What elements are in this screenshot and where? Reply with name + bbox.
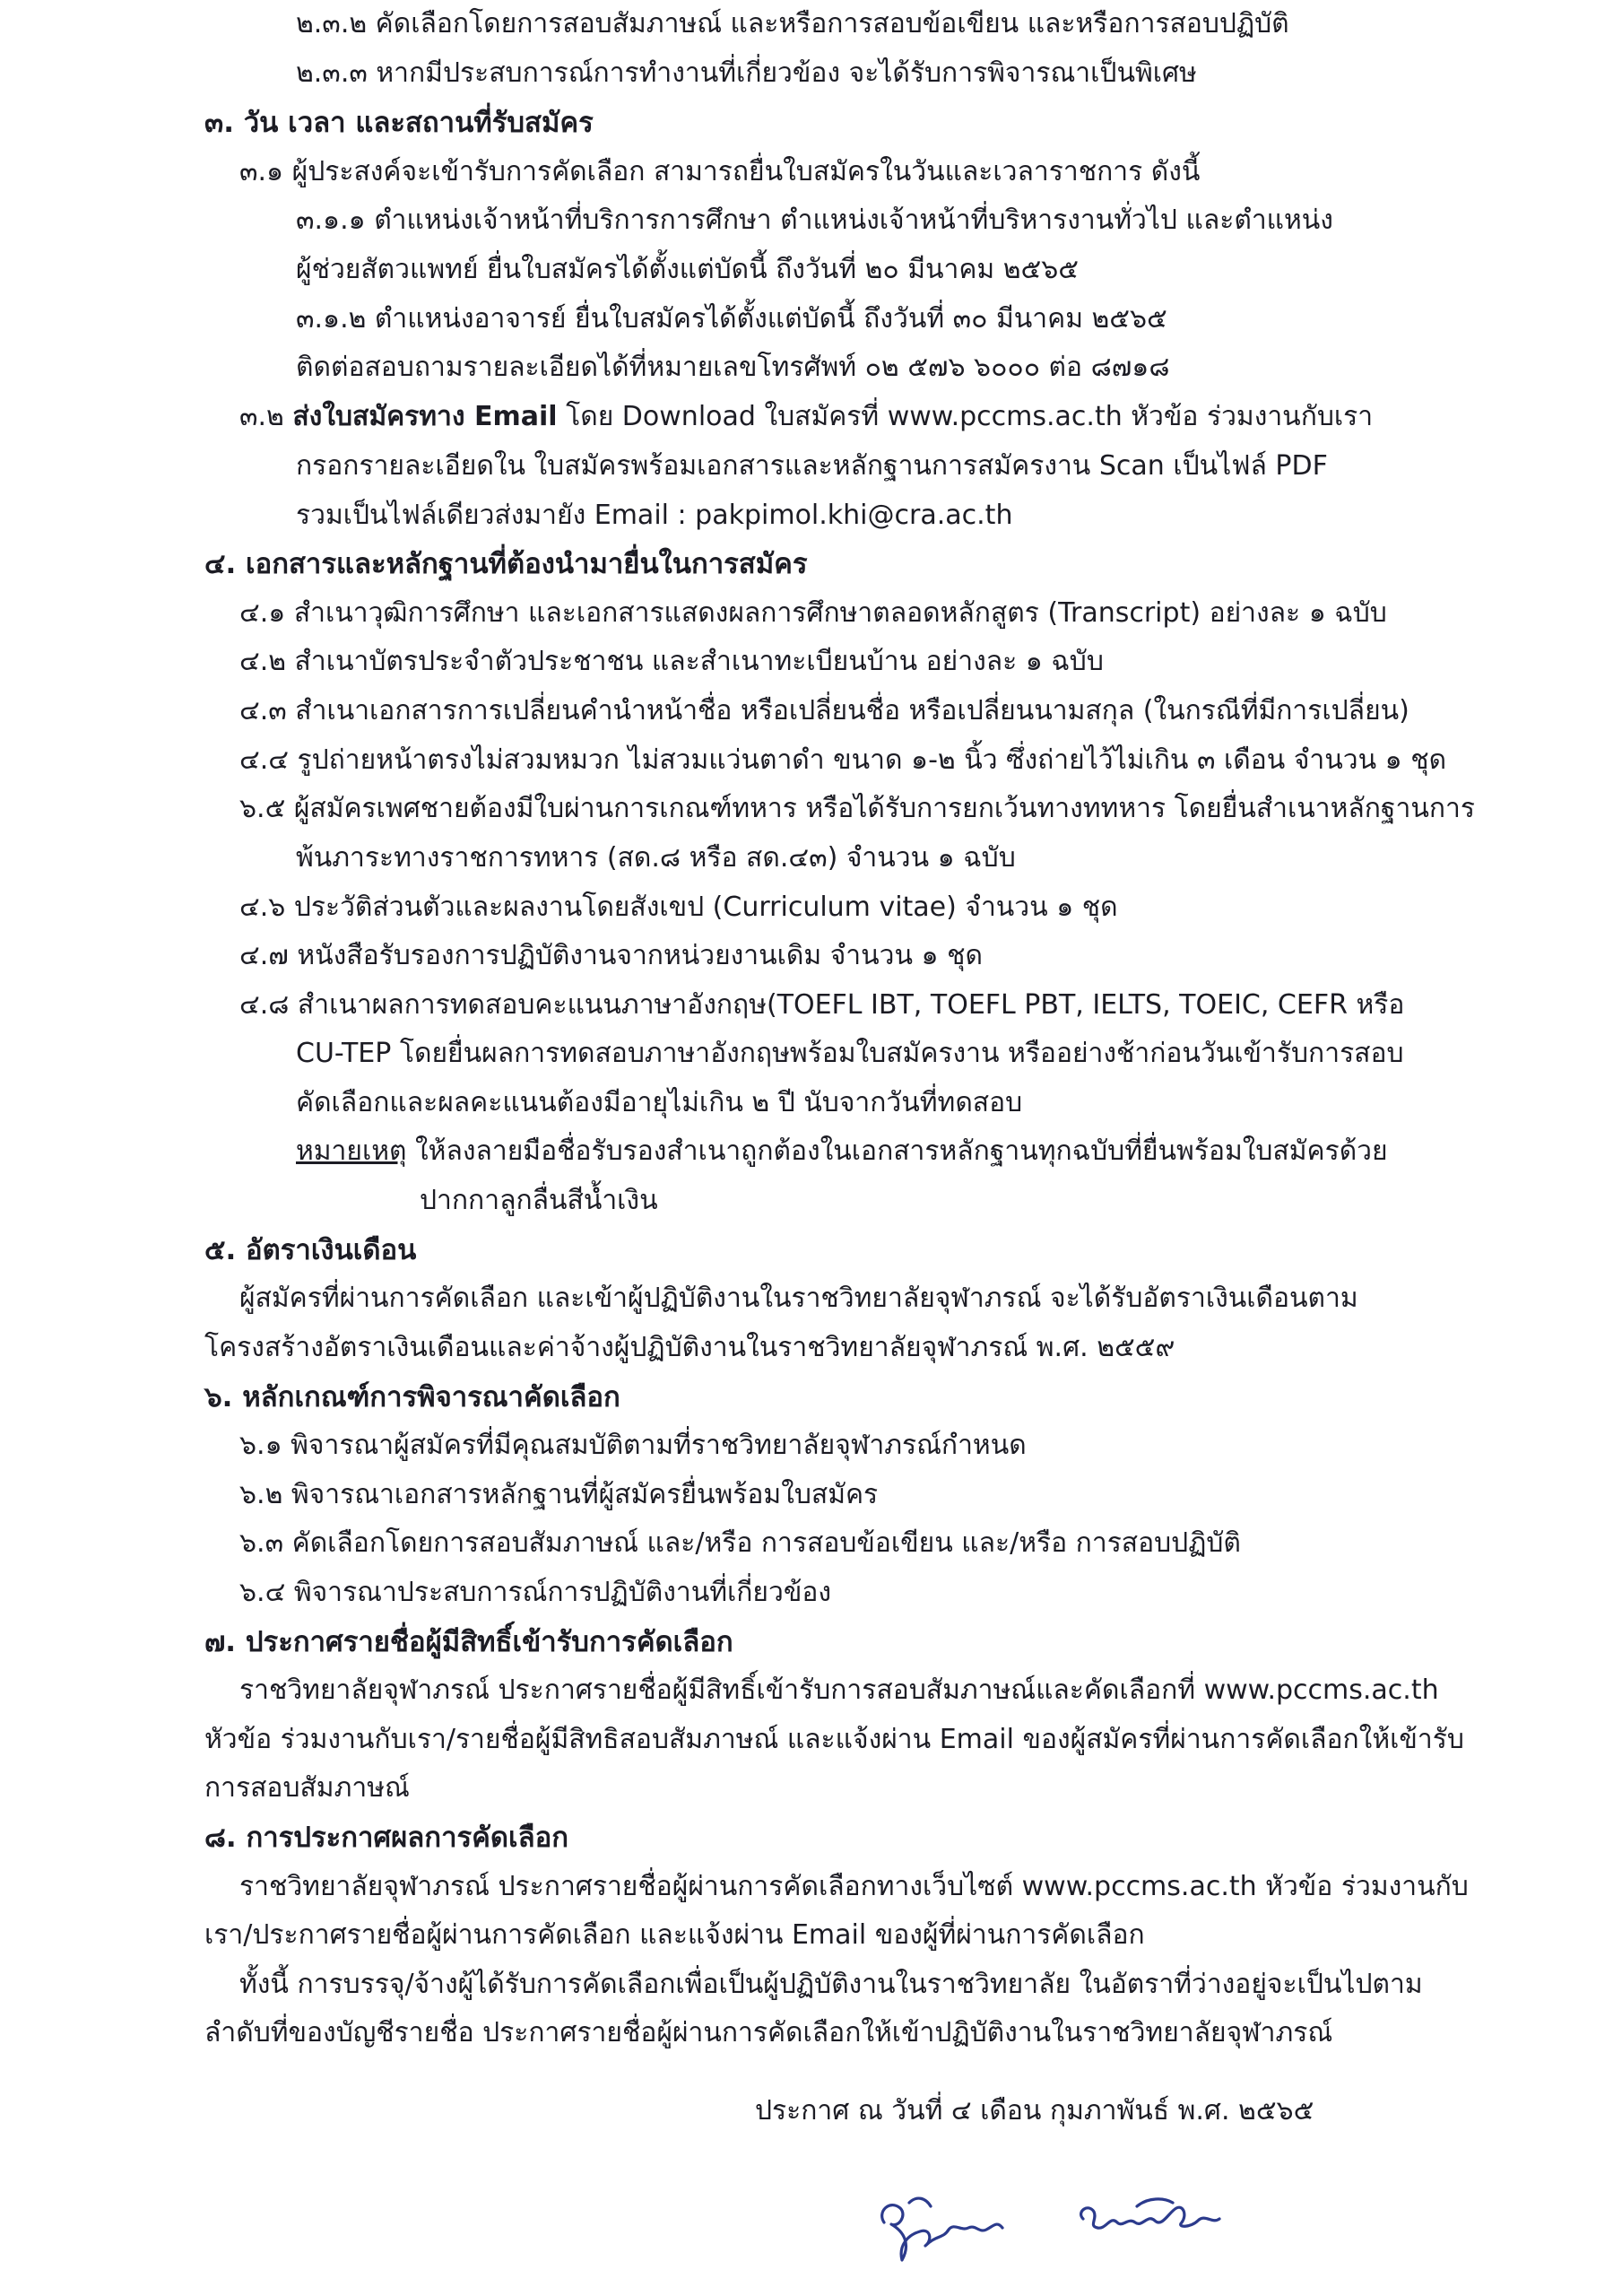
note-label: หมายเหตุ [296, 1135, 407, 1167]
clause-4-8-cont-1: CU-TEP โดยยื่นผลการทดสอบภาษาอังกฤษพร้อมใบสมัครงาน หรืออย่างช้าก่อนวันเข้ารับการสอบ [296, 1038, 1404, 1069]
clause-6-1: ๖.๑ พิจารณาผู้สมัครที่มีคุณสมบัติตามที่ราชวิทยาลัยจุฬาภรณ์กำหนด [239, 1430, 1027, 1461]
section-8-line-4: ลำดับที่ของบัญชีรายชื่อ ประกาศรายชื่อผู้ผ่านการคัดเลือกให้เข้าปฏิบัติงานในราชวิทยาลัยจุฬาภรณ์ [204, 2017, 1333, 2048]
clause-6-4: ๖.๔ พิจารณาประสบการณ์การปฏิบัติงานที่เกี่ยวข้อง [239, 1577, 832, 1608]
note-line [296, 1132, 1388, 1171]
clause-3-1: ๓.๑ ผู้ประสงค์จะเข้ารับการคัดเลือก สามารถยื่นใบสมัครในวันและเวลาราชการ ดังนี้ [239, 156, 1201, 187]
note-text: ให้ลงลายมือชื่อรับรองสำเนาถูกต้องในเอกสารหลักฐานทุกฉบับที่ยื่นพร้อมใบสมัครด้วย [406, 1135, 1388, 1167]
clause-4-2: ๔.๒ สำเนาบัตรประจำตัวประชาชน และสำเนาทะเบียนบ้าน อย่างละ ๑ ฉบับ [239, 646, 1104, 677]
clause-2-3-3: ๒.๓.๓ หากมีประสบการณ์การทำงานที่เกี่ยวข้อง จะได้รับการพิจารณาเป็นพิเศษ [296, 57, 1197, 89]
clause-3-1-2: ๓.๑.๒ ตำแหน่งอาจารย์ ยื่นใบสมัครได้ตั้งแต่บัดนี้ ถึงวันที่ ๓๐ มีนาคม ๒๕๖๕ [296, 303, 1167, 335]
section-6-heading: ๖. หลักเกณฑ์การพิจารณาคัดเลือก [204, 1381, 620, 1413]
clause-4-8: ๔.๘ สำเนาผลการทดสอบคะแนนภาษาอังกฤษ(TOEFL IBT, TOEFL PBT, IELTS, TOEIC, CEFR หรือ [239, 989, 1405, 1021]
clause-3-1-1-cont: ผู้ช่วยสัตวแพทย์ ยื่นใบสมัครได้ตั้งแต่บัดนี้ ถึงวันที่ ๒๐ มีนาคม ๒๕๖๕ [296, 254, 1079, 285]
clause-6-2: ๖.๒ พิจารณาเอกสารหลักฐานที่ผู้สมัครยื่นพร้อมใบสมัคร [239, 1479, 879, 1510]
clause-4-1: ๔.๑ สำเนาวุฒิการศึกษา และเอกสารแสดงผลการศึกษาตลอดหลักสูตร (Transcript) อย่างละ ๑ ฉบับ [239, 597, 1387, 629]
salary-paragraph-line-1: ผู้สมัครที่ผ่านการคัดเลือก และเข้าผู้ปฏิบัติงานในราชวิทยาลัยจุฬาภรณ์ จะได้รับอัตราเงินเดือนตาม [239, 1283, 1358, 1314]
clause-4-7: ๔.๗ หนังสือรับรองการปฏิบัติงานจากหน่วยงานเดิม จำนวน ๑ ชุด [239, 940, 983, 971]
section-4-heading: ๔. เอกสารและหลักฐานที่ต้องนำมายื่นในการสมัคร [204, 548, 808, 580]
section-8-line-1: ราชวิทยาลัยจุฬาภรณ์ ประกาศรายชื่อผู้ผ่านการคัดเลือกทางเว็บไซต์ www.pccms.ac.th หัวข้อ ร่วมงานกับ [239, 1871, 1469, 1902]
clause-2-3-2: ๒.๓.๒ คัดเลือกโดยการสอบสัมภาษณ์ และหรือการสอบข้อเขียน และหรือการสอบปฏิบัติ [296, 8, 1289, 39]
announcement-date: ประกาศ ณ วันที่ ๔ เดือน กุมภาพันธ์ พ.ศ. ๒๕๖๕ [755, 2095, 1314, 2126]
clause-3-2-cont-1: กรอกรายละเอียดใน ใบสมัครพร้อมเอกสารและหลักฐานการสมัครงาน Scan เป็นไฟล์ PDF [296, 450, 1328, 482]
section-8-heading: ๘. การประกาศผลการคัดเลือก [204, 1822, 568, 1854]
section-7-line-2: หัวข้อ ร่วมงานกับเรา/รายชื่อผู้มีสิทธิสอบสัมภาษณ์ และแจ้งผ่าน Email ของผู้สมัครที่ผ่านการคัดเลือกให้เข้ารับ [204, 1724, 1464, 1755]
handwritten-signature [868, 2176, 1253, 2266]
section-7-line-1: ราชวิทยาลัยจุฬาภรณ์ ประกาศรายชื่อผู้มีสิทธิ์เข้ารับการสอบสัมภาษณ์และคัดเลือกที่ www.pccms.ac.th [239, 1674, 1439, 1706]
section-7-line-3: การสอบสัมภาษณ์ [204, 1772, 410, 1804]
note-line-cont: ปากกาลูกลื่นสีน้ำเงิน [420, 1185, 658, 1216]
section-7-heading: ๗. ประกาศรายชื่อผู้มีสิทธิ์เข้ารับการคัดเลือก [204, 1626, 733, 1658]
clause-3-2-bold-label: ส่งใบสมัครทาง Email [292, 401, 558, 432]
section-8-line-3: ทั้งนี้ การบรรจุ/จ้างผู้ได้รับการคัดเลือกเพื่อเป็นผู้ปฏิบัติงานในราชวิทยาลัย ในอัตราที่ว่างอยู่จะเป็นไปตาม [239, 1969, 1423, 2000]
clause-4-5: ๖.๕ ผู้สมัครเพศชายต้องมีใบผ่านการเกณฑ์ทหาร หรือได้รับการยกเว้นทางททหาร โดยยื่นสำเนาหลักฐานการ [239, 793, 1475, 824]
clause-6-3: ๖.๓ คัดเลือกโดยการสอบสัมภาษณ์ และ/หรือ การสอบข้อเขียน และ/หรือ การสอบปฏิบัติ [239, 1527, 1241, 1559]
clause-4-5-cont: พ้นภาระทางราชการทหาร (สด.๘ หรือ สด.๔๓) จำนวน ๑ ฉบับ [296, 842, 1016, 874]
clause-4-3: ๔.๓ สำเนาเอกสารการเปลี่ยนคำนำหน้าชื่อ หรือเปลี่ยนชื่อ หรือเปลี่ยนนามสกุล (ในกรณีที่มีการเปลี่ยน) [239, 695, 1409, 726]
section-3-heading: ๓. วัน เวลา และสถานที่รับสมัคร [204, 107, 594, 139]
clause-3-2-cont-2: รวมเป็นไฟล์เดียวส่งมายัง Email : pakpimol.khi@cra.ac.th [296, 500, 1013, 531]
clause-3-2 [239, 397, 1373, 437]
clause-3-2-number: ๓.๒ [239, 401, 293, 432]
clause-4-8-cont-2: คัดเลือกและผลคะแนนต้องมีอายุไม่เกิน ๒ ปี นับจากวันที่ทดสอบ [296, 1087, 1023, 1118]
clause-3-1-1: ๓.๑.๑ ตำแหน่งเจ้าหน้าที่บริการการศึกษา ตำแหน่งเจ้าหน้าที่บริหารงานทั่วไป และตำแหน่ง [296, 204, 1333, 236]
clause-4-4: ๔.๔ รูปถ่ายหน้าตรงไม่สวมหมวก ไม่สวมแว่นตาดำ ขนาด ๑-๒ นิ้ว ซึ่งถ่ายไว้ไม่เกิน ๓ เดือน จำนวน ๑ ชุด [239, 744, 1447, 776]
salary-paragraph-line-2: โครงสร้างอัตราเงินเดือนและค่าจ้างผู้ปฏิบัติงานในราชวิทยาลัยจุฬาภรณ์ พ.ศ. ๒๕๕๙ [204, 1332, 1175, 1363]
clause-4-6: ๔.๖ ประวัติส่วนตัวและผลงานโดยสังเขป (Curriculum vitae) จำนวน ๑ ชุด [239, 891, 1118, 923]
section-8-line-2: เรา/ประกาศรายชื่อผู้ผ่านการคัดเลือก และแจ้งผ่าน Email ของผู้ที่ผ่านการคัดเลือก [204, 1919, 1145, 1951]
contact-phone-line: ติดต่อสอบถามรายละเอียดได้ที่หมายเลขโทรศัพท์ ๐๒ ๕๗๖ ๖๐๐๐ ต่อ ๘๗๑๘ [296, 352, 1170, 383]
clause-3-2-text: โดย Download ใบสมัครที่ www.pccms.ac.th หัวข้อ ร่วมงานกับเรา [557, 401, 1374, 432]
section-5-heading: ๕. อัตราเงินเดือน [204, 1234, 417, 1266]
